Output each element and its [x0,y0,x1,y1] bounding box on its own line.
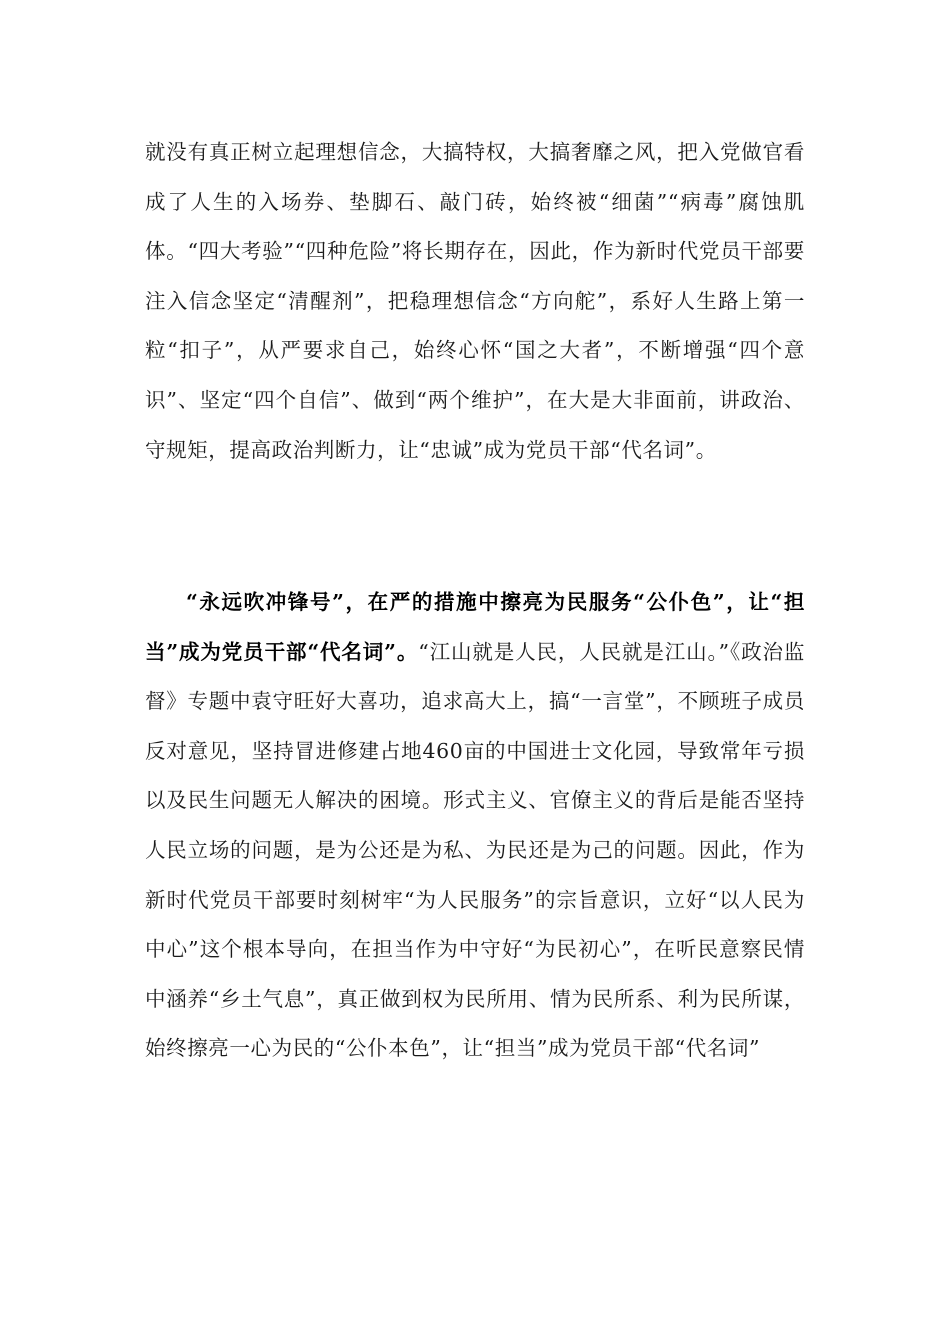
paragraph-2-lead: “永远吹冲锋号”，在严的措施中擦亮为民服务“公仆色”，让“担当”成为党员干部“代名词”。 [145,590,805,664]
paragraph-1: 就没有真正树立起理想信念，大搞特权，大搞奢靡之风，把入党做官看成了人生的入场券、垫脚石、敲门砖，始终被“细菌”“病毒”腐蚀肌体。“四大考验”“四种危险”将长期存在，因此，作为新时代党员干部要注入信念坚定“清醒剂”，把稳理想信念“方向舵”，系好人生路上第一粒“扣子”，从严要求自己，始终心怀“国之大者”，不断增强“四个意识”、坚定“四个自信”、做到“两个维护”，在大是大非面前，讲政治、守规矩，提高政治判断力，让“忠诚”成为党员干部“代名词”。 [145,140,805,462]
paragraph-2 [145,578,805,1074]
paragraph-2-body: “江山就是人民，人民就是江山。”《政治监督》专题中袁守旺好大喜功，追求高大上，搞“一言堂”，不顾班子成员反对意见，坚持冒进修建占地460亩的中国进士文化园，导致常年亏损以及民生问题无人解决的困境。形式主义、官僚主义的背后是能否坚持人民立场的问题，是为公还是为私、为民还是为己的问题。因此，作为新时代党员干部要时刻树牢“为人民服务”的宗旨意识，立好“以人民为中心”这个根本导向，在担当作为中守好“为民初心”，在听民意察民情中涵养“乡土气息”，真正做到权为民所用、情为民所系、利为民所谋，始终擦亮一心为民的“公仆本色”，让“担当”成为党员干部“代名词” [145,639,805,1061]
